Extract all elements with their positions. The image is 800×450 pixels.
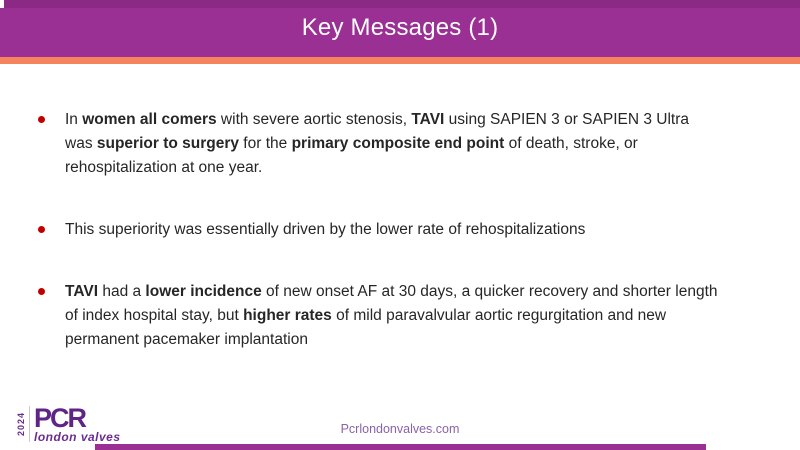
footer-url: Pcrlondonvalves.com xyxy=(340,422,460,436)
list-item xyxy=(37,280,720,352)
slide-header-bar xyxy=(0,0,800,57)
bullet-text-segment: superior to surgery xyxy=(96,135,239,152)
accent-divider-bar xyxy=(0,57,800,64)
bullet-text-segment: This superiority was essentially driven by the lower rate of rehospitalizations xyxy=(65,221,586,238)
bullet-text-segment: with severe aortic stenosis, xyxy=(216,111,412,128)
list-item xyxy=(37,218,720,242)
bullet-text-segment: using SAPIEN 3 or SAPIEN 3 Ultra was xyxy=(65,111,689,152)
bullet-text-segment: higher rates xyxy=(243,307,332,324)
bullet-text-segment: of death, stroke, or rehospitalization at one year. xyxy=(65,135,638,176)
bullet-text-segment: of mild paravalvular aortic regurgitation and new permanent pacemaker implantation xyxy=(65,307,667,348)
bullet-dot-icon xyxy=(38,116,45,123)
logo-brand-text: PCR xyxy=(34,403,86,433)
bullet-text-segment: for the xyxy=(239,135,292,152)
bullet-list xyxy=(37,108,727,352)
list-item xyxy=(37,108,720,180)
logo-subtitle-text: london valves xyxy=(34,430,121,444)
bottom-accent-bar xyxy=(95,444,706,450)
header-corner-notch xyxy=(0,0,4,8)
header-top-strip xyxy=(4,0,800,8)
bullet-text-segment: women all comers xyxy=(82,111,217,128)
bullet-text-segment: lower incidence xyxy=(145,283,262,300)
slide-title: Key Messages (1) xyxy=(301,14,499,41)
bullet-text-segment: of new onset AF at 30 days, a quicker recovery and shorter length of index hospital stay, but xyxy=(65,283,718,324)
bullet-dot-icon xyxy=(38,288,45,295)
bullet-text-segment: had a xyxy=(98,283,146,300)
bullet-text-segment: TAVI xyxy=(411,111,445,128)
bullet-text-segment: TAVI xyxy=(65,283,99,300)
logo-year-label: 2024 xyxy=(16,411,26,437)
bullet-text-segment: primary composite end point xyxy=(291,135,505,152)
bullet-dot-icon xyxy=(38,226,45,233)
bullet-text-segment: In xyxy=(65,111,83,128)
